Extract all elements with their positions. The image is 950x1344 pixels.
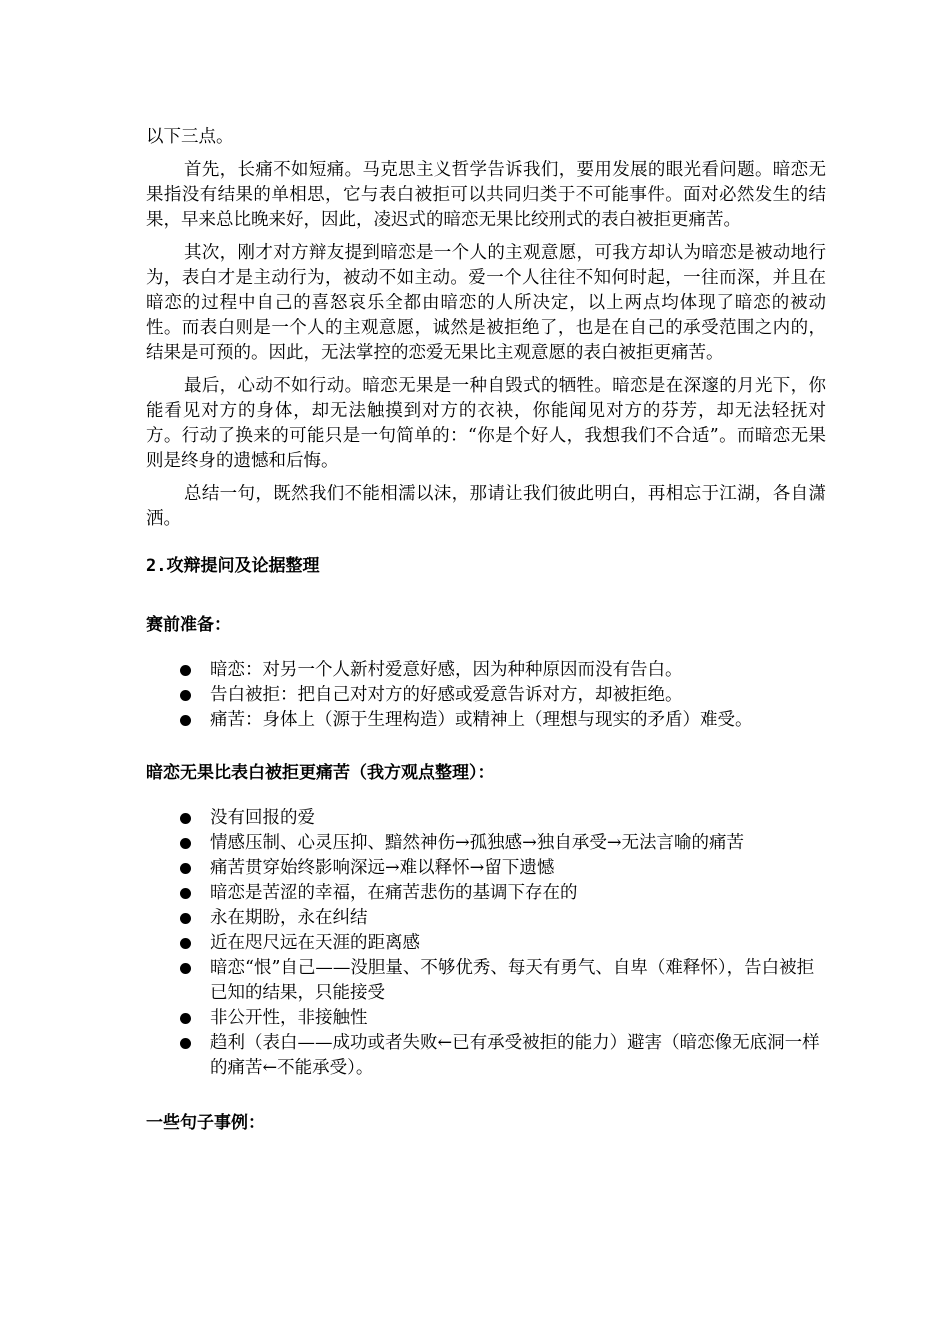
bullet-icon	[180, 863, 191, 874]
list-item	[146, 831, 826, 856]
list-item	[146, 708, 826, 733]
paragraph-intro-end: 以下三点。	[146, 127, 234, 147]
paragraph-summary: 总结一句，既然我们不能相濡以沫，那请让我们彼此明白，再相忘于江湖，各自潇洒。	[146, 484, 826, 529]
list-item-text: 痛苦贯穿始终影响深远→难以释怀→留下遗憾	[210, 858, 555, 878]
list-item-text: 近在咫尺远在天涯的距离感	[210, 933, 420, 953]
document-page	[146, 125, 826, 1136]
heading-preparation: 赛前准备：	[146, 615, 231, 635]
list-item-text: 暗恋是苦涩的幸福，在痛苦悲伤的基调下存在的	[210, 883, 578, 903]
bullet-icon	[180, 1038, 191, 1049]
list-item-text: 永在期盼，永在纠结	[210, 908, 368, 928]
section-heading-debate: 2.攻辩提问及论据整理	[146, 556, 320, 576]
bullet-icon	[180, 888, 191, 899]
bullet-icon	[180, 715, 191, 726]
paragraph-first-point: 首先，长痛不如短痛。马克思主义哲学告诉我们，要用发展的眼光看问题。暗恋无果指没有结果的单相思，它与表白被拒可以共同归类于不可能事件。面对必然发生的结果，早来总比晚来好，因此，凌迟式的暗恋无果比绞刑式的表白被拒更痛苦。	[146, 160, 826, 230]
list-item	[146, 683, 826, 708]
preparation-list	[146, 658, 826, 733]
list-item-text: 暗恋：对另一个人新村爱意好感，因为种种原因而没有告白。	[210, 660, 683, 680]
paragraph-third-point: 最后，心动不如行动。暗恋无果是一种自毁式的牺牲。暗恋是在深邃的月光下，你能看见对方的身体，却无法触摸到对方的衣袂，你能闻见对方的芬芳，却无法轻抚对方。行动了换来的可能只是一句简单的：“你是个好人，我想我们不合适”。而暗恋无果则是终身的遗憾和后悔。	[146, 376, 826, 471]
list-item-text: 告白被拒：把自己对对方的好感或爱意告诉对方，却被拒绝。	[210, 685, 683, 705]
list-item	[146, 1031, 826, 1081]
list-item-text: 痛苦：身体上（源于生理构造）或精神上（理想与现实的矛盾）难受。	[210, 710, 753, 730]
bullet-icon	[180, 963, 191, 974]
bullet-icon	[180, 913, 191, 924]
bullet-icon	[180, 690, 191, 701]
list-item	[146, 931, 826, 956]
list-item	[146, 1006, 826, 1031]
list-item	[146, 906, 826, 931]
list-item	[146, 881, 826, 906]
bullet-icon	[180, 813, 191, 824]
list-item	[146, 806, 826, 831]
bullet-icon	[180, 1013, 191, 1024]
bullet-icon	[180, 665, 191, 676]
list-item	[146, 956, 826, 1006]
views-list	[146, 806, 826, 1081]
heading-our-views: 暗恋无果比表白被拒更痛苦（我方观点整理）：	[146, 763, 495, 783]
list-item	[146, 658, 826, 683]
list-item-text: 趋利（表白——成功或者失败←已有承受被拒的能力）避害（暗恋像无底洞一样的痛苦←不能承受）。	[210, 1033, 820, 1078]
bullet-icon	[180, 938, 191, 949]
list-item-text: 情感压制、心灵压抑、黯然神伤→孤独感→独自承受→无法言喻的痛苦	[210, 833, 744, 853]
list-item-text: 暗恋“恨”自己——没胆量、不够优秀、每天有勇气、自卑（难释怀），告白被拒已知的结果，只能接受	[210, 958, 815, 1003]
heading-examples: 一些句子事例：	[146, 1113, 265, 1133]
list-item	[146, 856, 826, 881]
list-item-text: 没有回报的爱	[210, 808, 315, 828]
list-item-text: 非公开性，非接触性	[210, 1008, 368, 1028]
paragraph-second-point: 其次，刚才对方辩友提到暗恋是一个人的主观意愿，可我方却认为暗恋是被动地行为，表白才是主动行为，被动不如主动。爱一个人往往不知何时起，一往而深，并且在暗恋的过程中自己的喜怒哀乐全都由暗恋的人所决定，以上两点均体现了暗恋的被动性。而表白则是一个人的主观意愿，诚然是被拒绝了，也是在自己的承受范围之内的，结果是可预的。因此，无法掌控的恋爱无果比主观意愿的表白被拒更痛苦。	[146, 243, 826, 363]
bullet-icon	[180, 838, 191, 849]
